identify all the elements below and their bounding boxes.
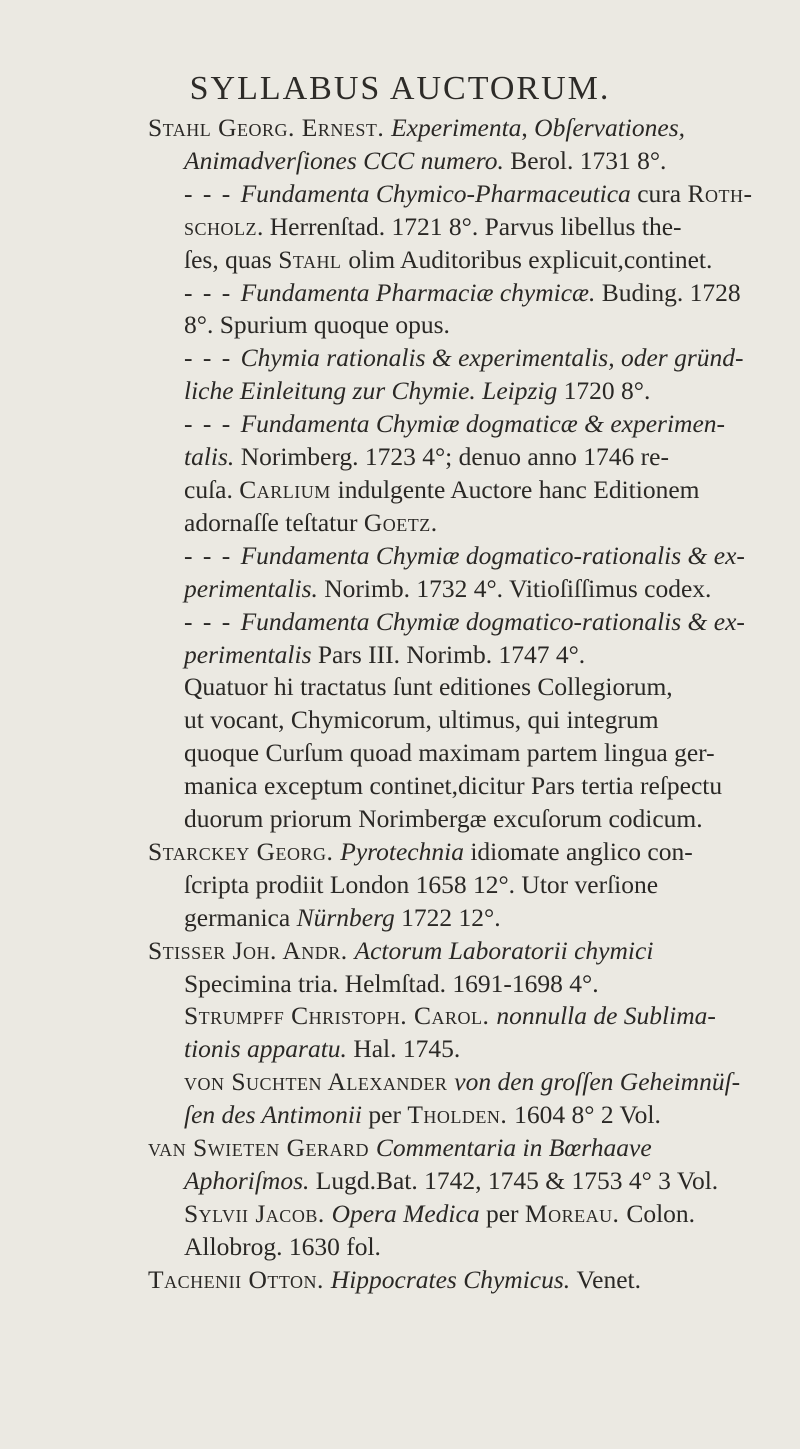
text-line xyxy=(148,1264,788,1297)
text-run: Stahl xyxy=(278,244,349,274)
text-line xyxy=(148,1066,788,1099)
text-run: Fundamenta Chymiæ dogmatico-rationalis & ex- xyxy=(240,540,745,570)
text-run: ut vocant, Chymicorum, ultimus, qui integrum xyxy=(184,705,659,735)
text-line xyxy=(148,112,788,145)
text-run: quoque Curſum quoad maximam partem lingua ger- xyxy=(184,738,715,768)
text-run: indulgente Auctore hanc Editionem xyxy=(337,474,700,504)
text-run: Buding. 1728 xyxy=(601,277,741,307)
text-run: van Swieten Gerard xyxy=(148,1133,376,1163)
text-run: cuſa. xyxy=(184,474,240,504)
text-line xyxy=(148,671,788,704)
text-run: Pars III. Norimb. 1747 4°. xyxy=(317,639,586,669)
text-run: tionis apparatu. xyxy=(184,1034,354,1064)
text-run: Norimb. 1732 4°. Vitioſiſſimus codex. xyxy=(324,573,712,603)
text-run: Fundamenta Chymico-Pharmaceutica xyxy=(240,178,638,208)
text-run: 1722 12°. xyxy=(401,902,501,932)
text-line xyxy=(148,770,788,803)
text-run: Nürnberg xyxy=(296,902,402,932)
text-run: nonnulla de Sublima- xyxy=(496,1001,716,1031)
text-run: Venet. xyxy=(576,1264,641,1294)
text-run: Lugd.Bat. 1742, 1745 & 1753 4° 3 Vol. xyxy=(315,1166,719,1195)
text-run: Sylvii Jacob. xyxy=(184,1198,332,1228)
text-line xyxy=(148,211,788,244)
text-run: Animadverſiones CCC numero. xyxy=(184,145,511,175)
text-run: 1604 8° 2 Vol. xyxy=(514,1100,661,1130)
text-run: Fundamenta Chymiæ dogmaticæ & experimen- xyxy=(240,409,726,439)
running-head: SYLLABUS AUCTORUM. xyxy=(189,70,611,107)
text-run: Stahl Georg. Ernest. xyxy=(148,113,392,142)
text-run: Roth- xyxy=(687,178,753,208)
text-run: . Herrenſtad. 1721 8°. Parvus libellus the- xyxy=(257,211,682,241)
text-run: scholz xyxy=(184,211,258,241)
text-line xyxy=(148,737,788,770)
text-line xyxy=(148,573,788,606)
text-run: Hippocrates Chymicus. xyxy=(330,1264,577,1294)
text-run: Goetz. xyxy=(363,507,438,537)
text-run: von den groſſen Geheimnüſ- xyxy=(454,1067,741,1097)
text-line xyxy=(148,540,788,573)
text-line xyxy=(148,145,788,178)
text-run: Norimberg. 1723 4°; denuo anno 1746 re- xyxy=(240,442,669,472)
text-line xyxy=(148,1000,788,1033)
text-run: Carlium xyxy=(239,474,338,504)
text-run: Starckey Georg. xyxy=(148,836,341,866)
text-run: Obſervationes, xyxy=(534,113,686,142)
text-run: Tholden. xyxy=(407,1100,515,1130)
text-run: duorum priorum Norimbergæ excuſorum codicum. xyxy=(184,804,703,834)
text-line xyxy=(148,178,788,211)
text-run: Hal. 1745. xyxy=(353,1034,461,1064)
text-run: Pyrotechnia xyxy=(340,836,471,866)
text-run: Fundamenta Pharmaciæ chymicæ. xyxy=(240,277,602,307)
text-run: - - - xyxy=(184,409,241,439)
text-run: Chymia rationalis & experimentalis, oder gründ- xyxy=(240,343,744,373)
text-line xyxy=(148,1231,788,1264)
text-run: Colon. xyxy=(626,1198,696,1228)
text-line xyxy=(148,704,788,737)
text-run: 8°. Spurium quoque opus. xyxy=(184,310,450,340)
text-run: - - - xyxy=(184,540,241,570)
text-line xyxy=(148,803,788,836)
text-run: cura xyxy=(637,178,688,208)
text-line xyxy=(148,639,788,672)
text-run: adornaſſe teſtatur xyxy=(184,507,364,537)
text-run: ſcripta prodiit London 1658 12°. Utor verſione xyxy=(184,869,659,899)
text-line xyxy=(148,1099,788,1132)
text-run: olim Auditoribus explicuit,continet. xyxy=(348,244,713,274)
text-line xyxy=(148,408,788,441)
text-run: Experimenta xyxy=(391,113,522,142)
text-run: Opera Medica xyxy=(331,1198,486,1228)
text-run: Quatuor hi tractatus ſunt editiones Collegiorum, xyxy=(184,672,673,702)
text-line xyxy=(148,935,788,968)
text-line xyxy=(148,968,788,1001)
text-line xyxy=(148,474,788,507)
text-line xyxy=(148,1198,788,1231)
text-run: talis. xyxy=(184,442,241,472)
text-run: - - - xyxy=(184,277,241,307)
text-line xyxy=(148,869,788,902)
text-line xyxy=(148,244,788,277)
text-line xyxy=(148,606,788,639)
text-run: Tachenii Otton. xyxy=(148,1264,331,1294)
text-run: Commentaria in Bœrhaave xyxy=(375,1133,652,1163)
text-run: 1720 8°. xyxy=(563,376,651,406)
text-run: manica exceptum continet,dicitur Pars tertia reſpectu xyxy=(184,771,723,801)
text-line xyxy=(148,902,788,935)
text-run: Allobrog. 1630 fol. xyxy=(184,1231,381,1261)
text-line xyxy=(148,1132,788,1165)
text-run: Moreau. xyxy=(524,1198,627,1228)
text-line xyxy=(148,1165,788,1198)
text-run: , xyxy=(521,113,535,142)
bibliography-list xyxy=(148,112,788,1297)
text-run: per xyxy=(368,1100,408,1130)
text-run: idiomate anglico con- xyxy=(470,836,693,866)
text-run: ſes, quas xyxy=(184,244,279,274)
text-line xyxy=(148,309,788,342)
text-line xyxy=(148,836,788,869)
text-run: Berol. 1731 8°. xyxy=(510,145,667,175)
text-run: Specimina tria. Helmſtad. 1691-1698 4°. xyxy=(184,968,599,998)
text-run: Fundamenta Chymiæ dogmatico-rationalis & ex- xyxy=(240,606,745,636)
text-run: Actorum Laboratorii chymici xyxy=(354,935,654,965)
text-run: perimentalis. xyxy=(184,573,325,603)
text-run: per xyxy=(485,1198,525,1228)
text-run: perimentalis xyxy=(184,639,318,669)
text-line xyxy=(148,441,788,474)
text-line xyxy=(148,375,788,408)
text-line xyxy=(148,342,788,375)
text-line xyxy=(148,1033,788,1066)
text-run: - - - xyxy=(184,343,241,373)
text-line xyxy=(148,277,788,310)
text-run: liche Einleitung zur Chymie. Leipzig xyxy=(184,376,564,406)
text-run: - - - xyxy=(184,178,241,208)
text-run: Stisser Joh. Andr. xyxy=(148,935,355,965)
text-run: germanica xyxy=(184,902,297,932)
text-run: ſen des Antimonii xyxy=(184,1100,369,1130)
text-run: von Suchten Alexander xyxy=(184,1067,455,1097)
text-run: Strumpff Christoph. Carol. xyxy=(184,1001,497,1031)
text-run: - - - xyxy=(184,606,241,636)
text-line xyxy=(148,507,788,540)
text-run: Aphoriſmos. xyxy=(184,1166,316,1195)
